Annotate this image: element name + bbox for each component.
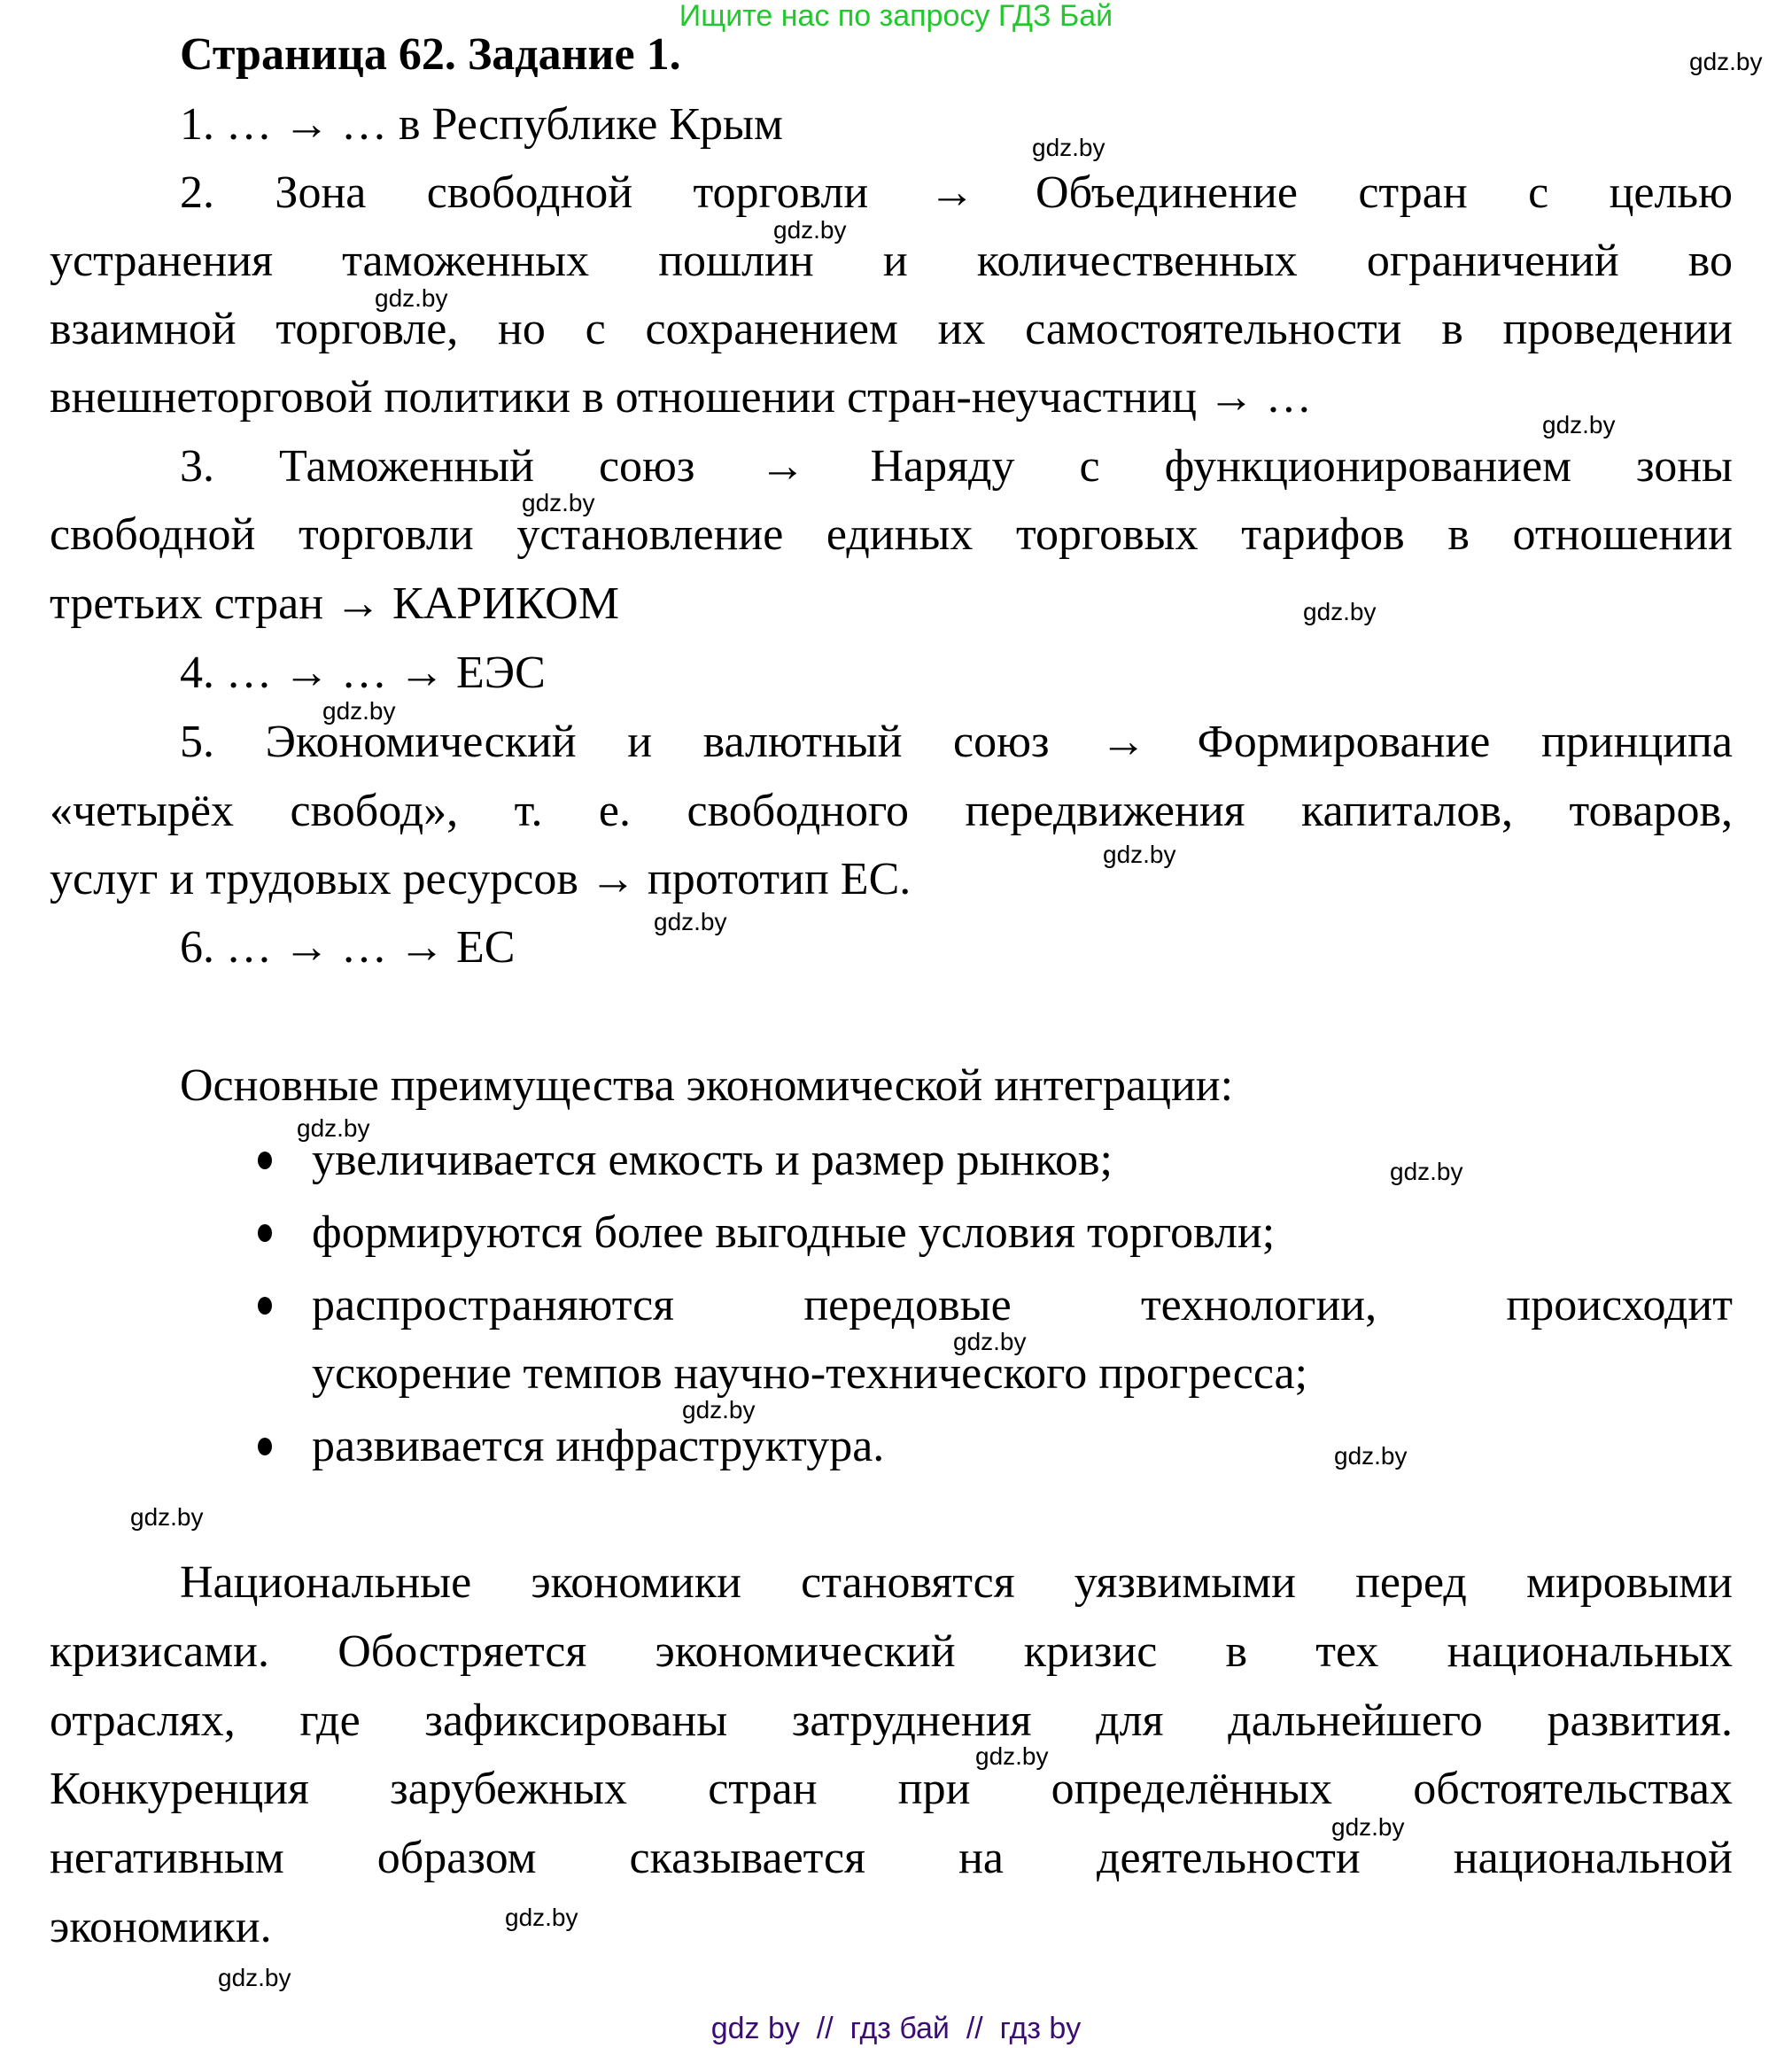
watermark: gdz.by (1390, 1158, 1463, 1185)
advantage-item: развивается инфраструктура. (50, 1420, 1733, 1473)
item-6: 6. … → … → ЕС (180, 922, 516, 973)
advantage-item: формируются более выгодные условия торговли; (50, 1206, 1733, 1260)
watermark: gdz.by (1331, 1813, 1405, 1841)
advantage-item-continuation: ускорение темпов научно-технического прогресса; (312, 1348, 1308, 1399)
advantage-item: распространяются передовые технологии, происходит (50, 1279, 1733, 1332)
item-2-line-2: устранения таможенных пошлин и количественных ограничений во (50, 236, 1733, 286)
item-2-line-4: внешнеторговой политики в отношении стран-неучастниц → … (50, 372, 1312, 423)
item-1: 1. … → … в Республике Крым (180, 99, 783, 150)
bullet-icon (258, 1152, 272, 1169)
page-title: Страница 62. Задание 1. (180, 29, 681, 80)
watermark: gdz.by (1542, 411, 1616, 438)
bullet-icon (258, 1224, 272, 1242)
footer-links: gdz by // гдз бай // гдз by (710, 2012, 1082, 2045)
item-4: 4. … → … → ЕЭС (180, 648, 546, 698)
watermark: gdz.by (322, 697, 396, 725)
item-5-line-3: услуг и трудовых ресурсов → прототип ЕС. (50, 854, 912, 904)
watermark: gdz.by (1032, 134, 1105, 161)
bullet-icon (258, 1297, 272, 1315)
watermark: gdz.by (654, 908, 727, 935)
item-3-line-3: третьих стран → КАРИКОМ (50, 578, 619, 629)
search-banner: Ищите нас по запросу ГДЗ Бай (679, 0, 1113, 33)
advantage-item: увеличивается емкость и размер рынков; (50, 1134, 1733, 1187)
watermark: gdz.by (375, 284, 448, 312)
item-3-line-1: 3. Таможенный союз → Наряду с функционированием зоны (180, 441, 1733, 492)
watermark: gdz.by (297, 1114, 370, 1142)
watermark: gdz.by (975, 1742, 1049, 1770)
watermark: gdz.by (1103, 841, 1176, 868)
item-5-line-1: 5. Экономический и валютный союз → Формирование принципа (180, 717, 1733, 767)
conclusion-line-5: негативным образом сказывается на деятельности национальной (50, 1833, 1733, 1883)
watermark: gdz.by (953, 1328, 1027, 1355)
item-2-line-3: взаимной торговле, но с сохранением их самостоятельности в проведении (50, 304, 1733, 354)
watermark: gdz.by (773, 216, 847, 244)
watermark: gdz.by (1689, 48, 1763, 75)
conclusion-line-1: Национальные экономики становятся уязвимыми перед мировыми (180, 1557, 1733, 1608)
conclusion-line-3: отраслях, где зафиксированы затруднения для дальнейшего развития. (50, 1695, 1733, 1746)
watermark: gdz.by (1303, 598, 1377, 625)
watermark: gdz.by (682, 1396, 756, 1424)
item-2-line-1: 2. Зона свободной торговли → Объединение стран с целью (180, 167, 1733, 218)
bullet-icon (258, 1438, 272, 1455)
conclusion-line-2: кризисами. Обостряется экономический кризис в тех национальных (50, 1626, 1733, 1677)
watermark: gdz.by (522, 489, 595, 516)
watermark: gdz.by (218, 1964, 291, 1991)
conclusion-line-6: экономики. (50, 1902, 272, 1952)
conclusion-line-4: Конкуренция зарубежных стран при определённых обстоятельствах (50, 1764, 1733, 1814)
item-3-line-2: свободной торговли установление единых торговых тарифов в отношении (50, 509, 1733, 560)
watermark: gdz.by (1334, 1442, 1408, 1470)
watermark: gdz.by (505, 1904, 578, 1931)
advantages-heading: Основные преимущества экономической интеграции: (180, 1060, 1234, 1111)
item-5-line-2: «четырёх свобод», т. е. свободного передвижения капиталов, товаров, (50, 786, 1733, 836)
watermark: gdz.by (130, 1503, 204, 1531)
